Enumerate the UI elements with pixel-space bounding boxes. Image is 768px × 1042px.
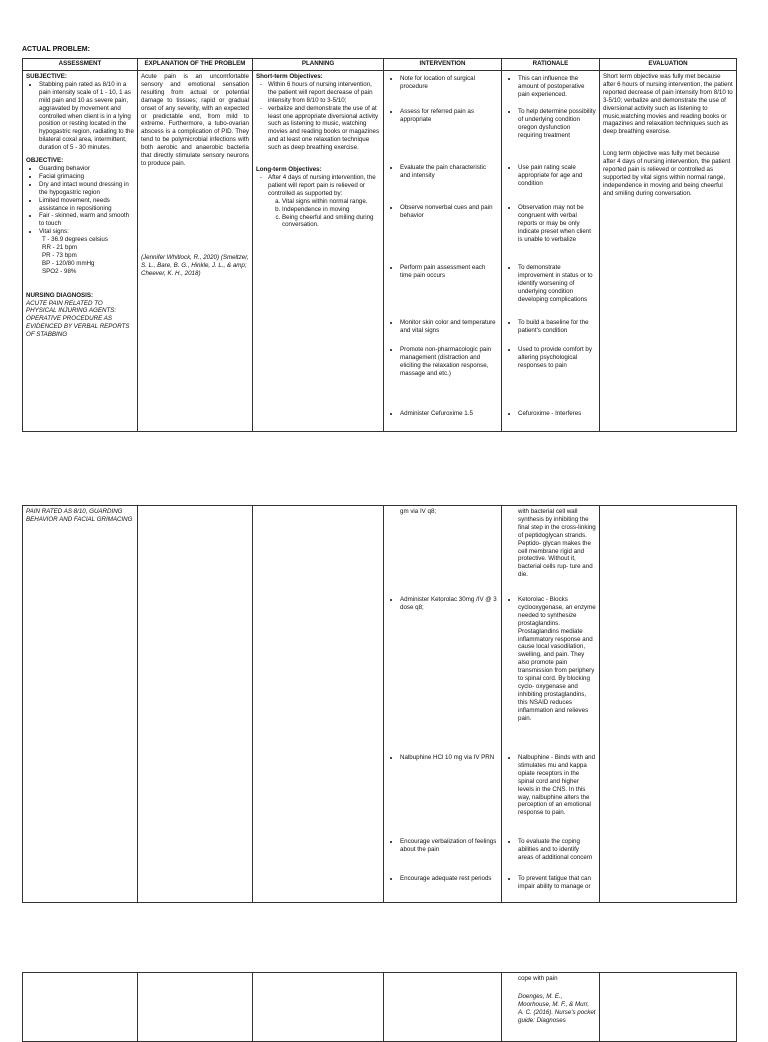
rationale-continued: cope with pain bbox=[518, 975, 558, 982]
content-row bbox=[23, 973, 737, 1042]
intervention-item: • Note for location of surgical procedure bbox=[400, 75, 498, 108]
col-header-assessment: ASSESSMENT bbox=[23, 59, 138, 71]
evaluation-cell bbox=[600, 973, 737, 1042]
objective-item: • Limited movement, needs assistance in repositioning bbox=[39, 197, 134, 213]
evaluation-cell bbox=[600, 71, 737, 432]
intervention-item: • Perform pain assessment each time pain occurs bbox=[400, 264, 498, 319]
vital-sign: RR - 21 bpm bbox=[42, 244, 78, 252]
planning-cell bbox=[253, 506, 384, 903]
col-header-evaluation: EVALUATION bbox=[600, 59, 737, 71]
diagnosis-continued: PAIN RATED AS 8/10, GUARDING BEHAVIOR AND FACIAL GRIMACING bbox=[26, 508, 133, 523]
vital-sign: T - 36.9 degrees celsius bbox=[42, 236, 108, 244]
long-term-subitem: b. Independence in moving bbox=[282, 206, 380, 214]
intervention-cell bbox=[384, 71, 502, 432]
intervention-item: • Observe nonverbal cues and pain behavior bbox=[400, 204, 498, 264]
rationale-item: • To evaluate the coping abilities and to identify areas of additional concern bbox=[518, 838, 596, 875]
care-plan-table-1 bbox=[22, 58, 737, 432]
assessment-cell bbox=[23, 973, 138, 1042]
subjective-title: SUBJECTIVE: bbox=[26, 73, 67, 80]
rationale-item: • Used to provide comfort by altering psychological responses to pain bbox=[518, 346, 596, 410]
short-term-title: Short-term Objectives: bbox=[256, 73, 323, 80]
explanation-cell bbox=[138, 506, 253, 903]
rationale-cell bbox=[502, 71, 600, 432]
rationale-continued: with bacterial cell wall synthesis by inhibiting the final step in the cross-linking of peptidoglycan strands. Peptido- glycan makes the cell membrane rigid and protective. Without it, bacterial cells rup- ture and die. bbox=[518, 508, 596, 579]
rationale-reference: Doenges, M. E., Moorhouse, M. F., & Murr, A. C. (2016). Nurse's pocket guide: Diagnoses bbox=[518, 992, 596, 1024]
explanation-cell bbox=[138, 973, 253, 1042]
intervention-continued: gm via IV q8; bbox=[400, 508, 437, 515]
vital-sign: SPO2 - 98% bbox=[42, 267, 77, 275]
objective-item: • Facial grimacing bbox=[39, 173, 134, 181]
objective-item: • Vital signs: bbox=[39, 228, 134, 236]
intervention-cell bbox=[384, 973, 502, 1042]
rationale-item: • To help determine possibility of underlying condition oregon dysfunction requiring treatment bbox=[518, 108, 596, 164]
planning-cell bbox=[253, 71, 384, 432]
diagnosis-title: NURSING DIAGNOSIS: bbox=[26, 291, 94, 299]
intervention-item: • Evaluate the pain characteristic and intensity bbox=[400, 164, 498, 204]
assessment-cell bbox=[23, 506, 138, 903]
rationale-item: • Cefuroxime - Interferes bbox=[518, 410, 596, 418]
rationale-item: • Ketorolac - Blocks cyclooxygenase, an enzyme needed to synthesize prostaglandins. Prostaglandins mediate inflammatory response and cause local vasodilation, swelling, and pain. They also promote pain transmission from periphery to spinal cord. By blocking cyclo- oxygenase and inhibiting prostaglandins, this NSAID reduces inflammation and relieves pain. bbox=[518, 596, 596, 754]
short-term-item: - Within 6 hours of nursing intervention, the patient will report decrease of pain intensity from 8/10 to 3-5/10; bbox=[268, 81, 380, 105]
care-plan-table-2 bbox=[22, 505, 737, 903]
care-plan-table-3 bbox=[22, 972, 737, 1042]
rationale-item: • Observation may not be congruent with verbal reports or may be only indicate preset when client is unable to verbalize bbox=[518, 204, 596, 264]
rationale-item: • To demonstrate improvement in status or to identify worsening of underlying condition developing complications bbox=[518, 264, 596, 319]
intervention-item: • Monitor skin color and temperature and vital signs bbox=[400, 319, 498, 346]
col-header-planning: PLANNING bbox=[253, 59, 384, 71]
subjective-item: • Stabbing pain rated as 8/10 in a pain intensity scale of 1 - 10, 1 as mild pain and 10 as severe pain, aggravated by movement and controlled when client is in a lying position or resting located in the hypogastric region, radiating to the bilateral coxal area, intermittent, duration of 5 - 30 minutes. bbox=[39, 81, 134, 152]
rationale-item: • This can influence the amount of postoperative pain experienced. bbox=[518, 75, 596, 108]
rationale-cell bbox=[502, 506, 600, 903]
col-header-intervention: INTERVENTION bbox=[384, 59, 502, 71]
rationale-item: • To build a baseline for the patient's condition bbox=[518, 319, 596, 346]
objective-title: OBJECTIVE: bbox=[26, 157, 64, 165]
evaluation-long: Long term objective was fully met because after 4 days of nursing intervention, the patient reported pain is relieved or controlled as supported by vital signs within normal range, independence in moving and being cheerful and smiling during conversation. bbox=[603, 150, 731, 197]
rationale-cell bbox=[502, 973, 600, 1042]
intervention-item: • Nalbuphine HCl 10 mg via IV PRN bbox=[400, 754, 498, 838]
short-term-item: - verbalize and demonstrate the use of at least one appropriate diversional activity such as listening to music, watching movies and reading books or magazines and at least one relaxation technique such as deep breathing exercise. bbox=[268, 105, 380, 152]
rationale-item: • Nalbuphine - Binds with and stimulates mu and kappa opiate receptors in the spinal cord and higher levels in the CNS. In this way, nalbuphine alters the perception of an emotional response to pain. bbox=[518, 754, 596, 838]
explanation-text: Acute pain is an uncomfortable sensory and emotional sensation resulting from actual or potential damage to tissues; rapid or gradual onset of any severity, with an expected or predictable end, from mild to extreme. Furthermore, a tubo-ovarian abscess is a complication of PID. They tend to be polymicrobial infections with both aerobic and anaerobic bacteria that directly stimulate sensory neurons to produce pain. bbox=[141, 73, 249, 167]
rationale-item: • Use pain rating scale appropriate for age and condition bbox=[518, 164, 596, 204]
evaluation-cell bbox=[600, 506, 737, 903]
content-row bbox=[23, 71, 737, 432]
vital-sign: PR - 73 bpm bbox=[42, 251, 77, 259]
planning-cell bbox=[253, 973, 384, 1042]
objective-item: • Fair - skinned, warm and smooth to touch bbox=[39, 212, 134, 228]
long-term-item: - After 4 days of nursing intervention, the patient will report pain is relieved or controlled as supported by: bbox=[268, 174, 380, 198]
diagnosis-text: ACUTE PAIN RELATED TO PHYSICAL INJURING AGENTS: OPERATIVE PROCEDURE AS EVIDENCED BY VERBAL REPORTS OF STABBING bbox=[26, 299, 130, 339]
long-term-subitem: a. Vital signs within normal range. bbox=[282, 198, 380, 206]
intervention-item: • Assess for referred pain as appropriate bbox=[400, 108, 498, 164]
intervention-item: • Encourage adequate rest periods bbox=[400, 875, 498, 883]
long-term-subitem: c. Being cheerful and smiling during conversation. bbox=[282, 214, 380, 230]
assessment-cell bbox=[23, 71, 138, 432]
objective-item: • Dry and intact wound dressing in the hypogastric region bbox=[39, 181, 134, 197]
content-row bbox=[23, 506, 737, 903]
long-term-title: Long-term Objectives: bbox=[256, 166, 322, 174]
col-header-rationale: RATIONALE bbox=[502, 59, 600, 71]
actual-problem-label: ACTUAL PROBLEM: bbox=[22, 46, 90, 53]
intervention-item: • Administer Cefuroxime 1.5 bbox=[400, 410, 498, 418]
intervention-cell bbox=[384, 506, 502, 903]
explanation-citation: (Jennifer Whitlock, R., 2020) (Smeltzer, S. L., Bare, B. G., Hinkle, J. L., & amp; Cheever, K. H., 2018) bbox=[141, 253, 249, 277]
rationale-item: • To prevent fatigue that can impair ability to manage or bbox=[518, 875, 596, 891]
intervention-item: • Administer Ketorolac 30mg /IV @ 3 dose q8; bbox=[400, 596, 498, 754]
intervention-item: • Encourage verbalization of feelings about the pain bbox=[400, 838, 498, 875]
header-row bbox=[23, 59, 737, 71]
vital-sign: BP - 120/80 mmHg bbox=[42, 259, 95, 267]
explanation-cell bbox=[138, 71, 253, 432]
col-header-explanation: EXPLANATION OF THE PROBLEM bbox=[138, 59, 253, 71]
intervention-item: • Promote non-pharmacologic pain management (distraction and eliciting the relaxation response, massage and etc.) bbox=[400, 346, 498, 410]
evaluation-short: Short term objective was fully met because after 6 hours of nursing intervention, the patient reported decrease of pain intensity from 8/10 to 3-5/10; verbalize and demonstrate the use of diversional activity such as listening to music,watching movies and reading books or magazines and relaxation techniques such as deep breathing exercise. bbox=[603, 73, 733, 136]
objective-item: • Guarding behavior bbox=[39, 165, 134, 173]
